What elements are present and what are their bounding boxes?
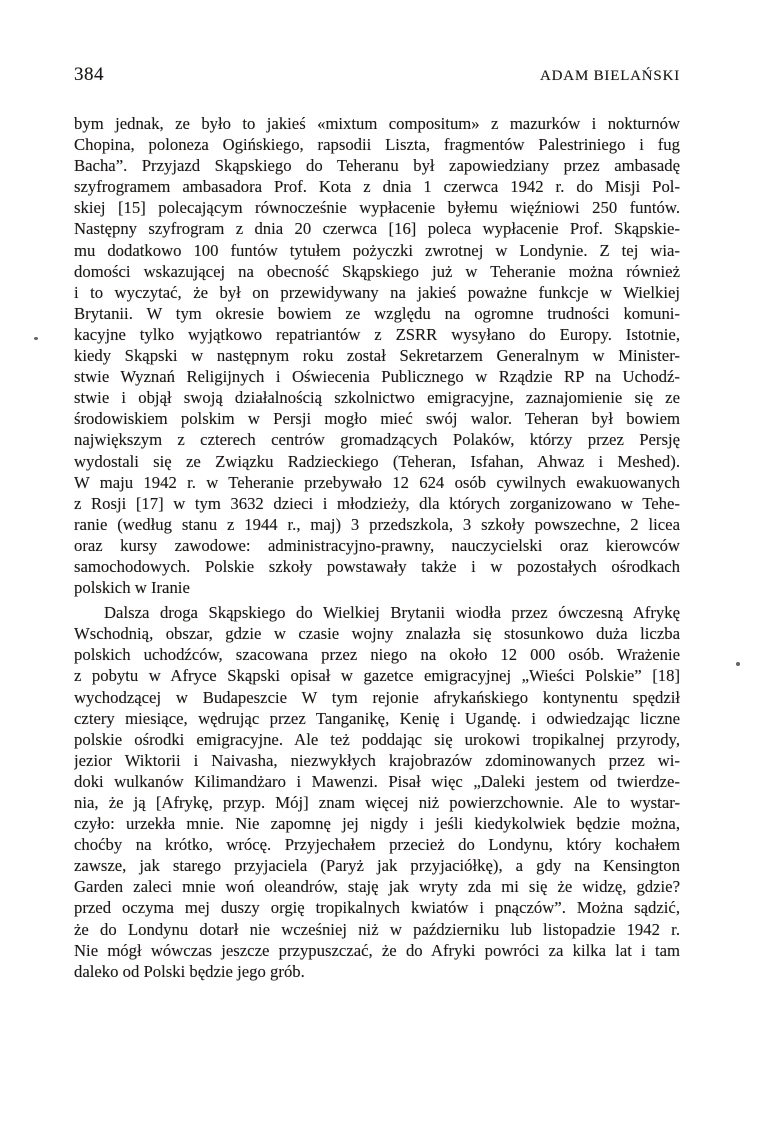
text-line: polskich w Iranie	[74, 578, 190, 598]
text-line: ranie (według stanu z 1944 r., maj) 3 przedszkola, 3 szkoły powszechne, 2 licea	[74, 514, 680, 534]
text-line: Chopina, poloneza Ogińskiego, rapsodii Liszta, fragmentów Palestriniego i fug	[74, 135, 680, 155]
text-line: bym jednak, ze było to jakieś «mixtum compositum» z mazurków i nokturnów	[74, 114, 680, 133]
running-header	[74, 64, 680, 86]
text-line: W maju 1942 r. w Teheranie przebywało 12 624 osób cywilnych ewakuowanych	[74, 472, 680, 492]
text-line: Następny szyfrogram z dnia 20 czerwca [16] poleca wypłacenie Prof. Skąpskie-	[74, 219, 680, 239]
body-text	[74, 113, 680, 982]
scan-speck	[34, 337, 38, 340]
text-line: zawsze, jak starego przyjaciela (Paryż jak przyjaciółkę), a gdy na Kensington	[74, 856, 680, 876]
paragraph	[74, 113, 680, 598]
paragraph	[74, 602, 680, 982]
text-line: że do Londynu dotarł nie wcześniej niż w październiku lub listopadzie 1942 r.	[74, 919, 680, 939]
text-line: samochodowych. Polskie szkoły powstawały także i w pozostałych ośrodkach	[74, 556, 680, 576]
text-line: doki wulkanów Kilimandżaro i Mawenzi. Pisał więc „Daleki jestem od twierdze-	[74, 771, 680, 791]
text-line: stwie i objął swoją działalnością szkolnictwo emigracyjne, zaznajomienie się ze	[74, 388, 680, 408]
text-line: środowiskiem polskim w Persji mogło mieć swój walor. Teheran był bowiem	[74, 409, 680, 429]
text-line: wychodzącej w Budapeszcie W tym rejonie afrykańskiego kontynentu spędził	[74, 687, 680, 707]
text-line: przed oczyma mej duszy orgię tropikalnych kwiatów i pnączów”. Można sądzić,	[74, 898, 680, 918]
text-line: polskie ośrodki emigracyjne. Ale też poddając się urokowi tropikalnej przyrody,	[74, 729, 680, 749]
text-line: cztery miesiące, wędrując przez Tanganikę, Kenię i Ugandę. i odwiedzając liczne	[74, 708, 680, 728]
text-line: stwie Wyznań Religijnych i Oświecenia Publicznego w Rządzie RP na Uchodź-	[74, 367, 680, 387]
running-head-author: ADAM BIELAŃSKI	[540, 68, 680, 84]
text-line: kacyjne tylko wyjątkowo repatriantów z ZSRR wysyłano do Europy. Istotnie,	[74, 324, 680, 344]
text-line: mu dodatkowo 100 funtów tytułem pożyczki zwrotnej w Londynie. Z tej wia-	[74, 240, 680, 260]
text-line: jezior Wiktorii i Naivasha, niezwykłych krajobrazów zdominowanych przez wi-	[74, 750, 680, 770]
text-line: Dalsza droga Skąpskiego do Wielkiej Brytanii wiodła przez ówczesną Afrykę	[104, 603, 680, 623]
text-line: największym z czterech centrów gromadzących Polaków, którzy przez Persję	[74, 430, 680, 450]
text-line: Bacha”. Przyjazd Skąpskiego do Teheranu był zapowiedziany przez ambasadę	[74, 156, 680, 176]
text-line: Wschodnią, obszar, gdzie w czasie wojny znalazła się stosunkowo duża liczba	[74, 624, 680, 644]
text-line: z pobytu w Afryce Skąpski opisał w gazetce emigracyjnej „Wieści Polskie” [18]	[74, 666, 680, 686]
text-line: daleko od Polski będzie jego grób.	[74, 961, 305, 981]
text-line: Garden zaleci mnie woń oleandrów, staję jak wryty zda mi się że widzę, gdzie?	[74, 877, 680, 897]
scan-speck	[736, 662, 740, 666]
text-line: choćby na krótko, wrócę. Przyjechałem przecież do Londynu, który kochałem	[74, 835, 680, 855]
text-line: szyfrogramem ambasadora Prof. Kota z dnia 1 czerwca 1942 r. do Misji Pol-	[74, 177, 680, 197]
text-line: i to wyczytać, że był on przewidywany na jakieś poważne funkcje w Wielkiej	[74, 282, 680, 302]
text-line: Nie mógł wówczas jeszcze przypuszczać, że do Afryki powróci za kilka lat i tam	[74, 940, 680, 960]
text-line: oraz kursy zawodowe: administracyjno-prawny, nauczycielski oraz kierowców	[74, 535, 680, 555]
text-line: wydostali się ze Związku Radzieckiego (Teheran, Isfahan, Ahwaz i Meshed).	[74, 451, 680, 471]
text-line: z Rosji [17] w tym 3632 dzieci i młodzieży, dla których zorganizowano w Tehe-	[74, 493, 680, 513]
text-line: kiedy Skąpski w następnym roku został Sekretarzem Generalnym w Minister-	[74, 346, 680, 366]
text-line: nia, że ją [Afrykę, przyp. Mój] znam więcej niż powierzchownie. Ale to wystar-	[74, 793, 680, 812]
text-line: Brytanii. W tym okresie bowiem ze względu na ogromne trudności komuni-	[74, 303, 680, 323]
text-line: czyło: urzekła mnie. Nie zapomnę jej nigdy i jeśli kiedykolwiek będzie można,	[74, 814, 680, 834]
text-line: skiej [15] polecającym równocześnie wypłacenie byłemu więźniowi 250 funtów.	[74, 198, 680, 218]
text-line: polskich uchodźców, szacowana przez niego na około 12 000 osób. Wrażenie	[74, 645, 680, 665]
page-number: 384	[74, 64, 104, 85]
text-line: domości wskazującej na obecność Skąpskiego już w Teheranie można również	[74, 261, 680, 281]
